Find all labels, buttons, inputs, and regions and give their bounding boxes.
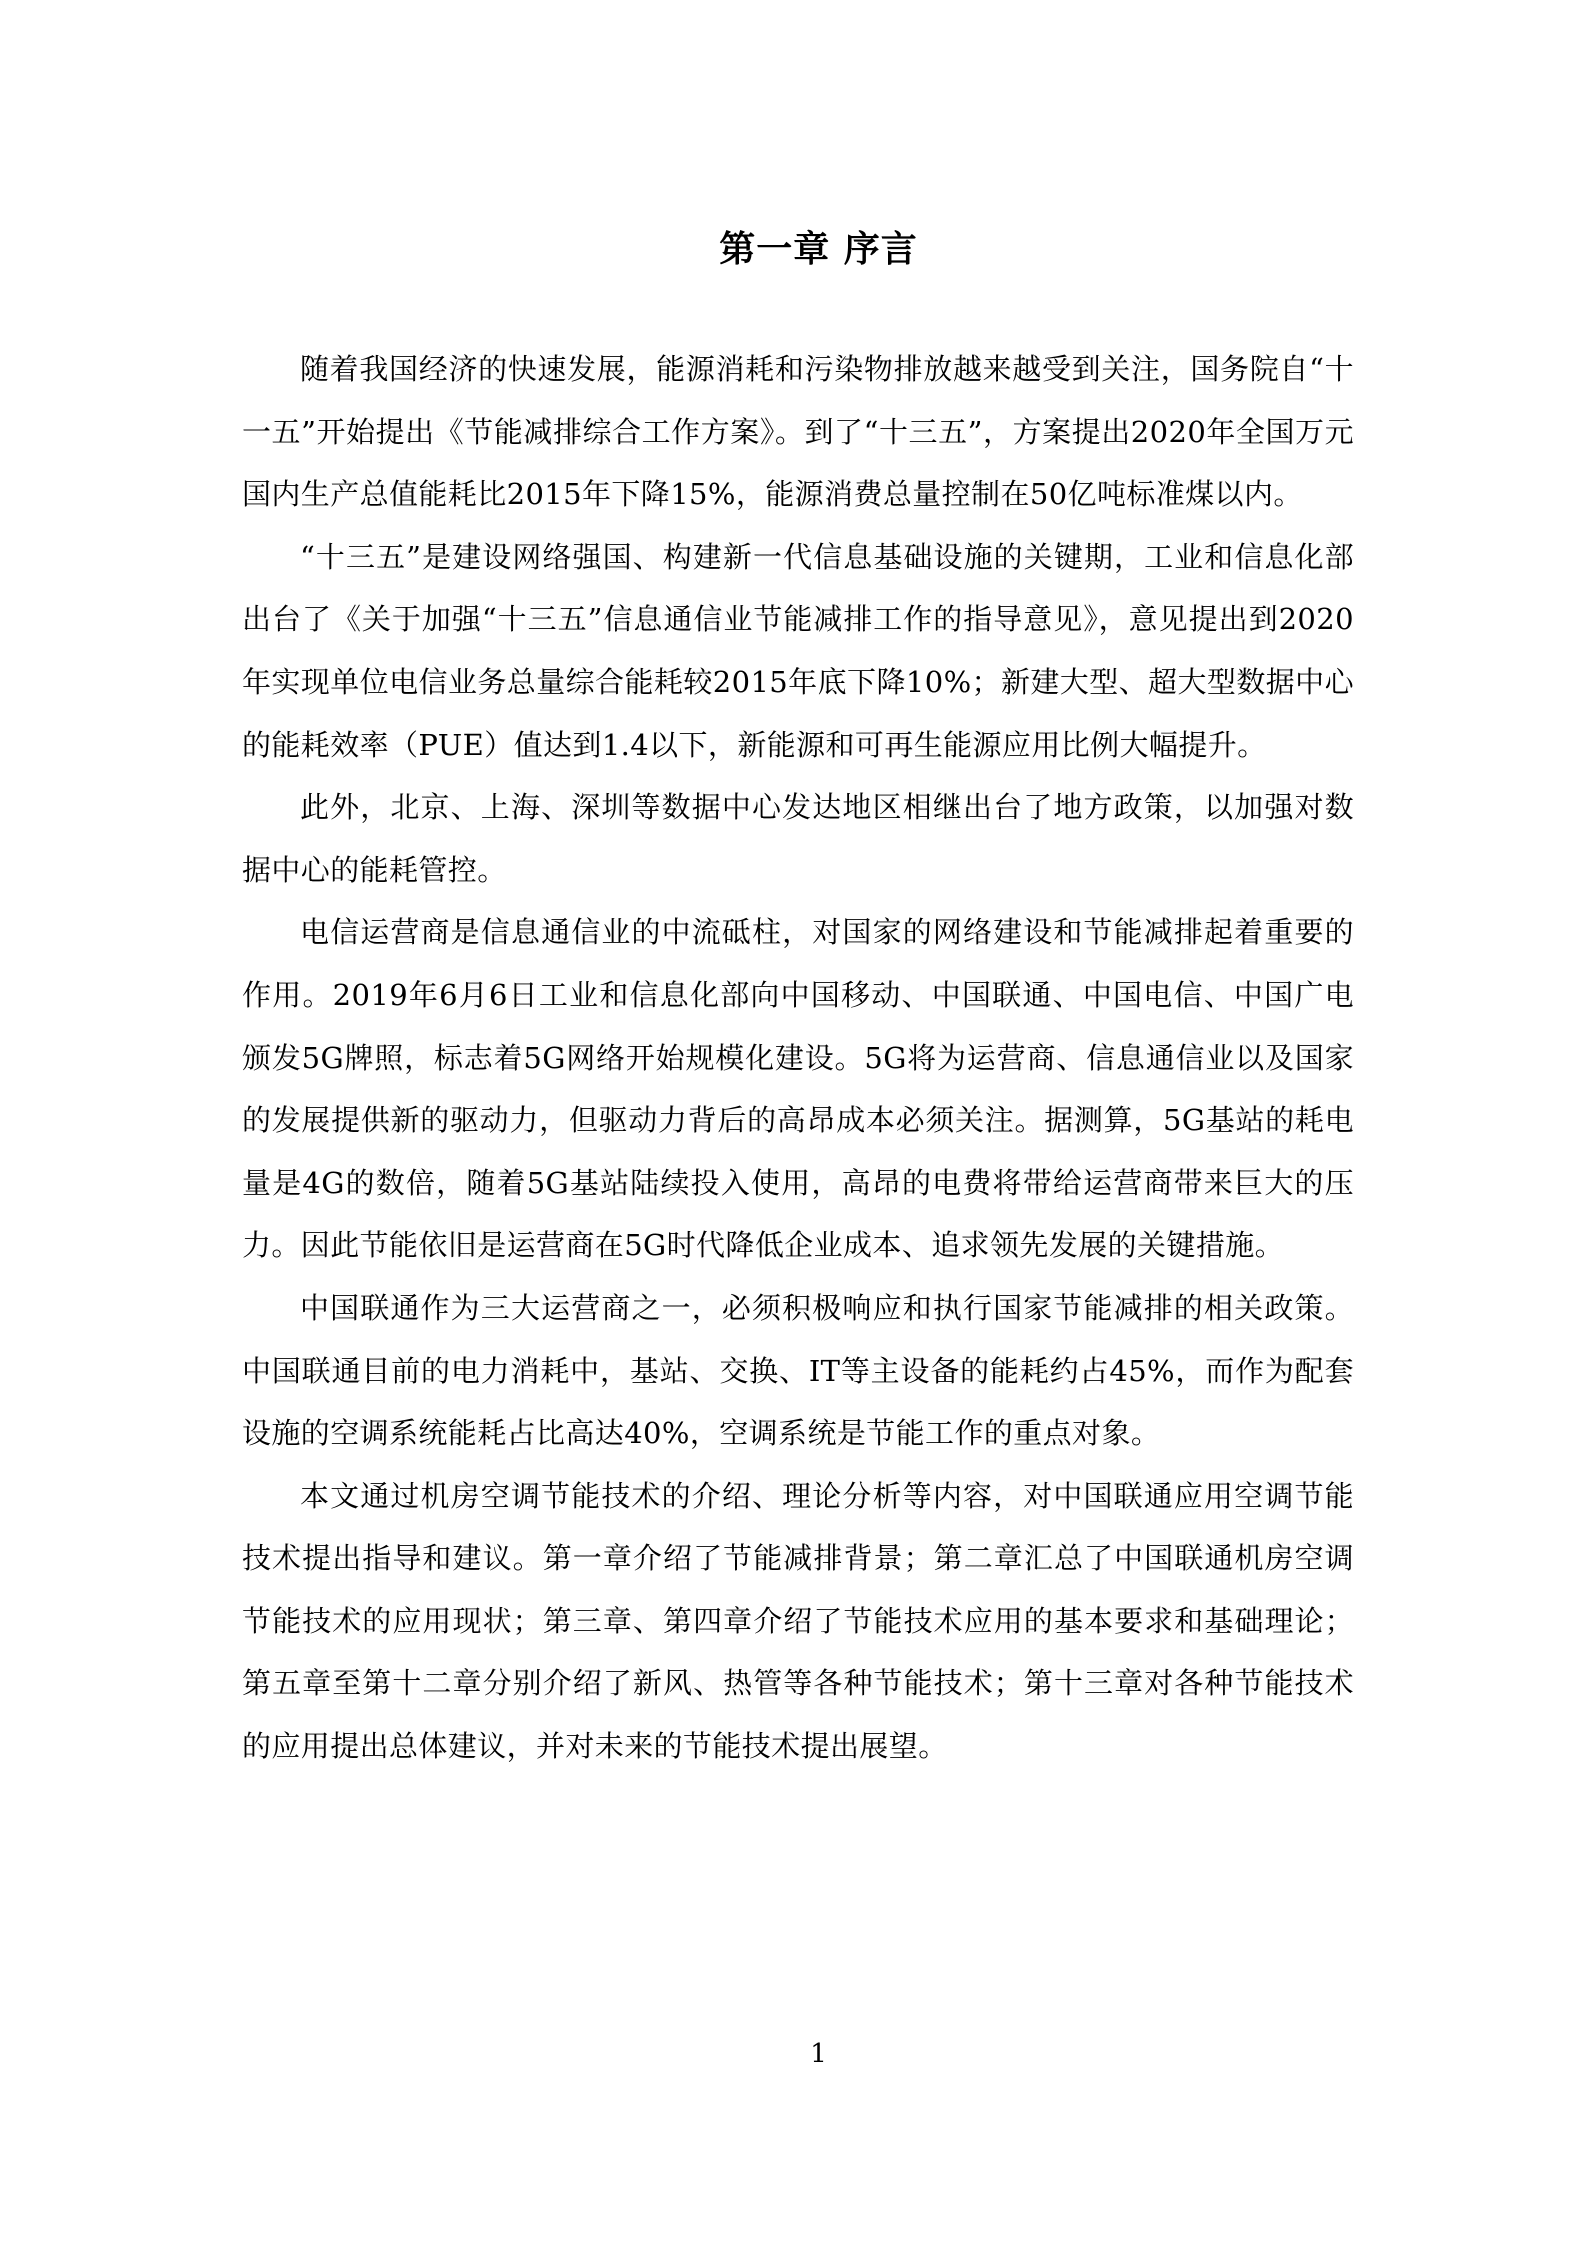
page-number: 1 [810, 2039, 827, 2069]
paragraph-telecom-operators: 电信运营商是信息通信业的中流砥柱，对国家的网络建设和节能减排起着重要的作用。2019年6月6日工业和信息化部向中国移动、中国联通、中国电信、中国广电颁发5G牌照，标志着5G网络开始规模化建设。5G将为运营商、信息通信业以及国家的发展提供新的驱动力，但驱动力背后的高昂成本必须关注。据测算，5G基站的耗电量是4G的数倍，随着5G基站陆续投入使用，高昂的电费将带给运营商带来巨大的压力。因此节能依旧是运营商在5G时代降低企业成本、追求领先发展的关键措施。 [242, 915, 1354, 1263]
paragraph-local-policies: 此外，北京、上海、深圳等数据中心发达地区相继出台了地方政策，以加强对数据中心的能耗管控。 [242, 790, 1354, 887]
paragraph-13th-five-year-plan: “十三五”是建设网络强国、构建新一代信息基础设施的关键期，工业和信息化部出台了《关于加强“十三五”信息通信业节能减排工作的指导意见》，意见提出到2020年实现单位电信业务总量综合能耗较2015年底下降10%；新建大型、超大型数据中心的能耗效率（PUE）值达到1.4以下，新能源和可再生能源应用比例大幅提升。 [242, 539, 1354, 762]
paragraph-document-outline: 本文通过机房空调节能技术的介绍、理论分析等内容，对中国联通应用空调节能技术提出指导和建议。第一章介绍了节能减排背景；第二章汇总了中国联通机房空调节能技术的应用现状；第三章、第四章介绍了节能技术应用的基本要求和基础理论；第五章至第十二章分别介绍了新风、热管等各种节能技术；第十三章对各种节能技术的应用提出总体建议，并对未来的节能技术提出展望。 [242, 1478, 1354, 1764]
paragraph-china-unicom: 中国联通作为三大运营商之一，必须积极响应和执行国家节能减排的相关政策。中国联通目前的电力消耗中，基站、交换、IT等主设备的能耗约占45%，而作为配套设施的空调系统能耗占比高达40%，空调系统是节能工作的重点对象。 [242, 1290, 1354, 1451]
paragraph-background: 随着我国经济的快速发展，能源消耗和污染物排放越来越受到关注，国务院自“十一五”开始提出《节能减排综合工作方案》。到了“十三五”，方案提出2020年全国万元国内生产总值能耗比2015年下降15%，能源消费总量控制在50亿吨标准煤以内。 [242, 352, 1354, 512]
body-text [242, 338, 1354, 1778]
chapter-title: 第一章 序言 [719, 229, 918, 270]
